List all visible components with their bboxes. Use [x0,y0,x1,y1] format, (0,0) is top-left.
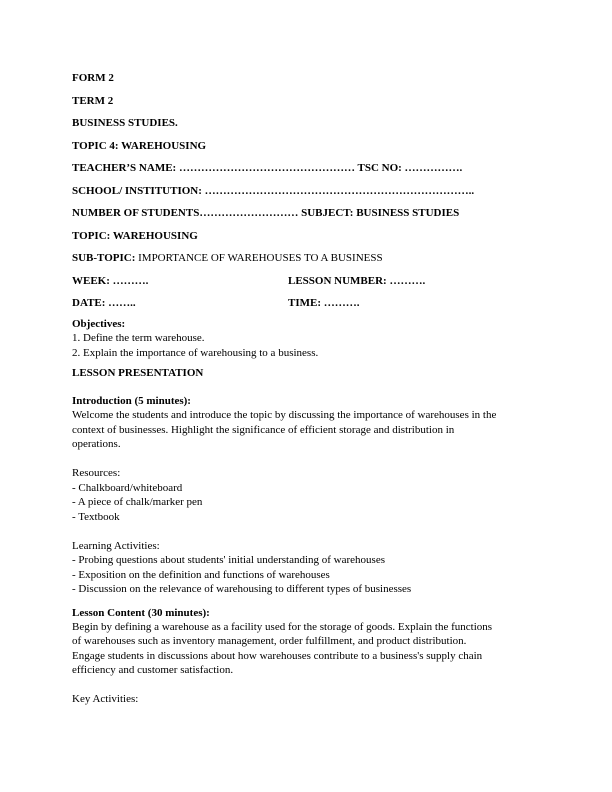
topic-line: TOPIC: WAREHOUSING [72,229,198,242]
lesson-content-line: Engage students in discussions about how warehouses contribute to a business's supply chain [72,649,483,662]
lesson-content-line: Begin by defining a warehouse as a facility used for the storage of goods. Explain the functions [72,620,493,633]
learning-activity-item: - Probing questions about students' initial understanding of warehouses [72,554,385,566]
lesson-content-line: of warehouses such as inventory management, order fulfillment, and product distribution. [72,635,467,647]
week-field: WEEK: ………. [72,274,149,287]
subtopic-line [72,252,542,265]
form-line: FORM 2 [72,72,114,84]
key-activities-title: Key Activities: [72,693,139,705]
objective-item: 2. Explain the importance of warehousing to a business. [72,346,319,359]
resource-item: - A piece of chalk/marker pen [72,496,203,508]
teacher-name-line: TEACHER’S NAME: ………………………………………… TSC NO: ……………. [72,162,463,174]
lesson-content-line: efficiency and customer satisfaction. [72,664,234,676]
date-field: DATE: …….. [72,297,136,309]
students-subject-line: NUMBER OF STUDENTS……………………… SUBJECT: BUSINESS STUDIES [72,207,460,219]
introduction-line: operations. [72,438,121,450]
school-line: SCHOOL/ INSTITUTION: ……………………………………………………………….. [72,184,475,197]
resource-item: - Chalkboard/whiteboard [72,481,183,494]
resource-item: - Textbook [72,510,120,523]
resources-title: Resources: [72,467,121,479]
topic-number-line: TOPIC 4: WAREHOUSING [72,139,207,152]
introduction-title: Introduction (5 minutes): [72,395,191,407]
introduction-line: Welcome the students and introduce the topic by discussing the importance of warehouses in the [72,409,497,421]
lesson-content-title: Lesson Content (30 minutes): [72,606,210,619]
date-time-row [72,297,542,310]
objective-item: 1. Define the term warehouse. [72,332,205,344]
learning-activities-title: Learning Activities: [72,539,160,552]
document-page [72,72,542,707]
subtopic-value: IMPORTANCE OF WAREHOUSES TO A BUSINESS [135,252,383,264]
lesson-presentation-heading: LESSON PRESENTATION [72,367,204,379]
learning-activity-item: - Discussion on the relevance of warehousing to different types of businesses [72,583,412,595]
lesson-number-field: LESSON NUMBER: ………. [288,274,426,287]
week-lesson-row [72,275,542,288]
term-line: TERM 2 [72,94,114,107]
subtopic-label: SUB-TOPIC: [72,252,136,264]
time-field: TIME: ………. [288,297,360,309]
objectives-title: Objectives: [72,318,126,330]
subject-line: BUSINESS STUDIES. [72,117,178,129]
introduction-line: context of businesses. Highlight the significance of efficient storage and distribution in [72,423,455,436]
learning-activity-item: - Exposition on the definition and functions of warehouses [72,568,330,581]
